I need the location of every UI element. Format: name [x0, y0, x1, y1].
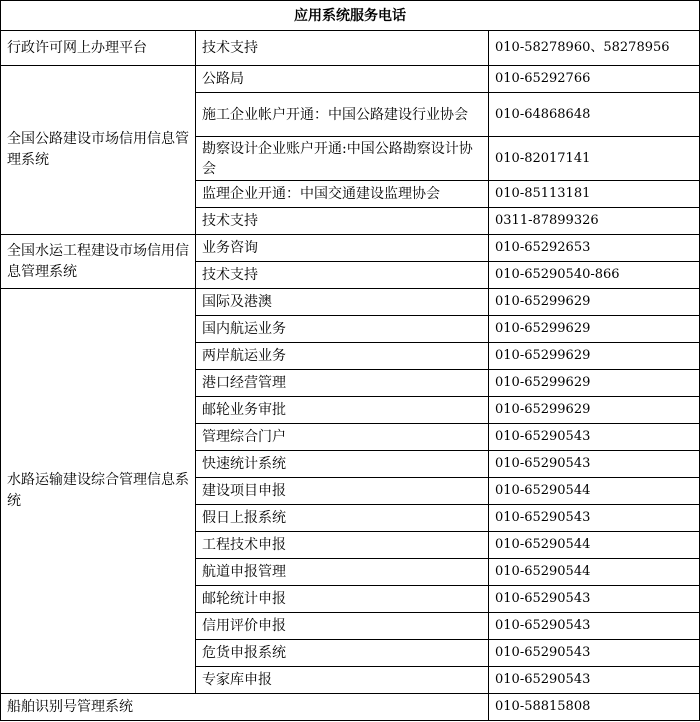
service-name: 工程技术申报	[196, 532, 489, 559]
service-phone: 010-65290543	[489, 451, 700, 478]
system-name: 行政许可网上办理平台	[1, 31, 196, 66]
service-phone: 010-65292653	[489, 235, 700, 262]
service-phone: 010-65299629	[489, 316, 700, 343]
service-phone: 010-65290543	[489, 613, 700, 640]
system-name: 船舶识别号管理系统	[1, 694, 489, 721]
service-phone: 010-65290543	[489, 640, 700, 667]
table-row	[1, 694, 700, 721]
service-phone: 010-65299629	[489, 343, 700, 370]
service-phone: 010-65290540-866	[489, 262, 700, 289]
service-name: 危货申报系统	[196, 640, 489, 667]
service-phone: 010-65290543	[489, 586, 700, 613]
service-name: 国际及港澳	[196, 289, 489, 316]
service-name: 建设项目申报	[196, 478, 489, 505]
service-name: 港口经营管理	[196, 370, 489, 397]
service-phone: 010-64868648	[489, 93, 700, 137]
service-phone: 010-58278960、58278956	[489, 31, 700, 66]
table-row	[1, 66, 700, 93]
table-row	[1, 235, 700, 262]
service-phone: 010-82017141	[489, 137, 700, 181]
service-phone: 010-65290543	[489, 424, 700, 451]
service-name: 国内航运业务	[196, 316, 489, 343]
table-row	[1, 289, 700, 316]
service-name: 管理综合门户	[196, 424, 489, 451]
service-name: 技术支持	[196, 262, 489, 289]
service-name: 技术支持	[196, 31, 489, 66]
system-name: 全国水运工程建设市场信用信息管理系统	[1, 235, 196, 289]
service-phone: 010-65290544	[489, 532, 700, 559]
service-name: 技术支持	[196, 208, 489, 235]
service-name: 邮轮业务审批	[196, 397, 489, 424]
service-name: 监理企业开通：中国交通建设监理协会	[196, 181, 489, 208]
service-phone: 010-58815808	[489, 694, 700, 721]
service-name: 快速统计系统	[196, 451, 489, 478]
service-phone: 010-65299629	[489, 289, 700, 316]
service-phone: 010-85113181	[489, 181, 700, 208]
service-phone: 010-65290544	[489, 478, 700, 505]
service-phone: 010-65299629	[489, 397, 700, 424]
service-phone: 010-65292766	[489, 66, 700, 93]
service-name: 假日上报系统	[196, 505, 489, 532]
service-name: 施工企业帐户开通：中国公路建设行业协会	[196, 93, 489, 137]
system-name: 水路运输建设综合管理信息系统	[1, 289, 196, 694]
service-phone: 010-65290544	[489, 559, 700, 586]
service-name: 信用评价申报	[196, 613, 489, 640]
service-phone: 010-65299629	[489, 370, 700, 397]
service-name: 公路局	[196, 66, 489, 93]
service-phone: 0311-87899326	[489, 208, 700, 235]
table-title: 应用系统服务电话	[1, 1, 700, 31]
service-name: 专家库申报	[196, 667, 489, 694]
system-name: 全国公路建设市场信用信息管理系统	[1, 66, 196, 235]
service-name: 两岸航运业务	[196, 343, 489, 370]
service-phone: 010-65290543	[489, 505, 700, 532]
service-name: 业务咨询	[196, 235, 489, 262]
service-name: 邮轮统计申报	[196, 586, 489, 613]
service-name: 航道申报管理	[196, 559, 489, 586]
service-phone: 010-65290543	[489, 667, 700, 694]
table-row	[1, 31, 700, 66]
service-name: 勘察设计企业账户开通:中国公路勘察设计协会	[196, 137, 489, 181]
